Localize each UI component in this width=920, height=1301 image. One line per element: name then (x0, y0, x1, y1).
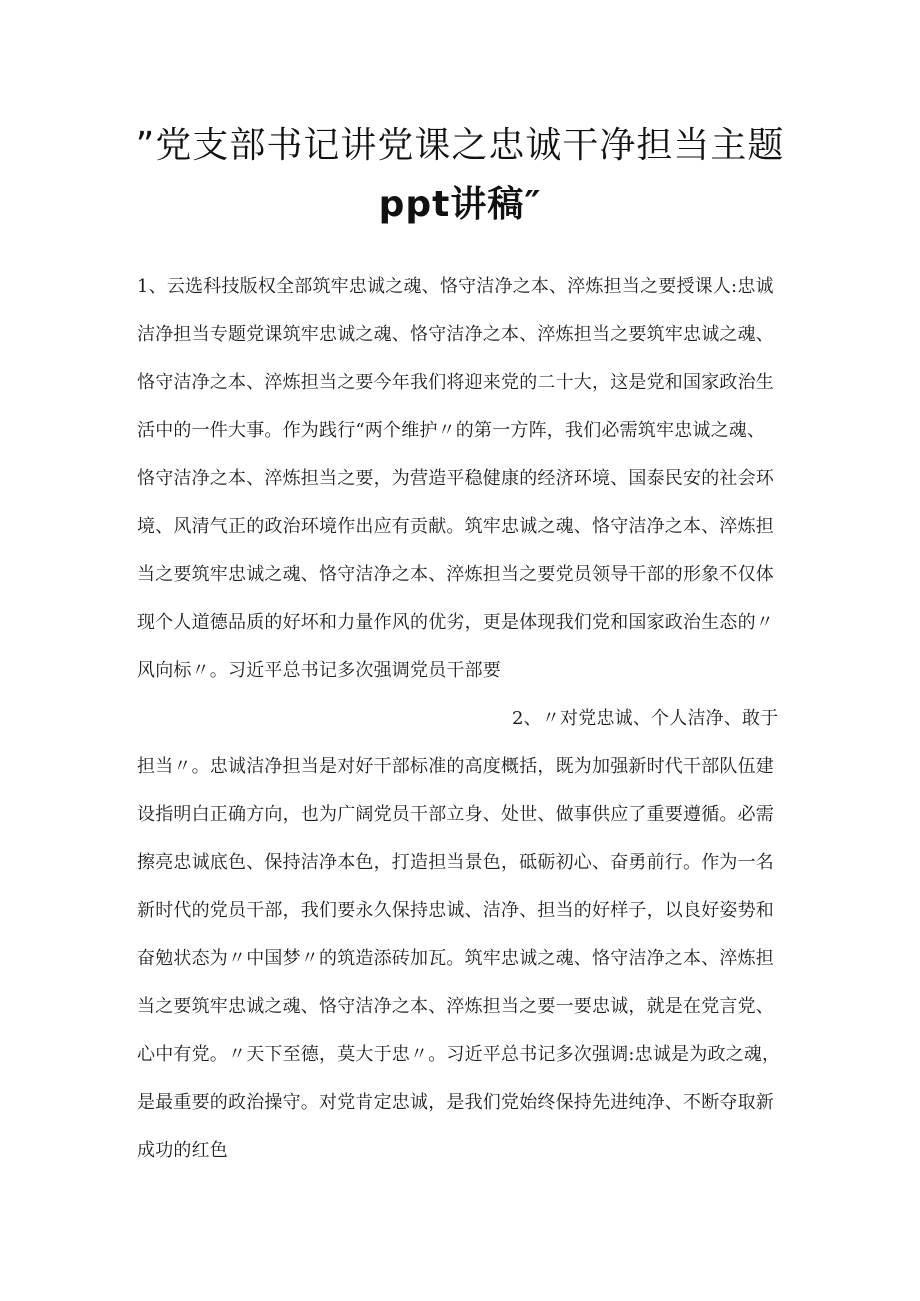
paragraph-1-line: 当之要筑牢忠诚之魂、恪守洁净之本、淬炼担当之要党员领导干部的形象不仅体 (137, 564, 774, 585)
document-title-line-2: ppt讲稿″ (378, 184, 542, 225)
paragraph-2-line: 设指明白正确方向，也为广阔党员干部立身、处世、做事供应了重要遵循。必需 (137, 804, 774, 825)
paragraph-1-line: 恪守洁净之本、淬炼担当之要今年我们将迎来党的二十大，这是党和国家政治生 (137, 372, 774, 393)
paragraph-1-line: 境、风清气正的政治环境作出应有贡献。筑牢忠诚之魂、恪守洁净之本、淬炼担 (137, 516, 774, 537)
paragraph-2-line: 新时代的党员干部，我们要永久保持忠诚、洁净、担当的好样子，以良好姿势和 (137, 900, 774, 921)
paragraph-1-line: 1、云选科技版权全部筑牢忠诚之魂、恪守洁净之本、淬炼担当之要授课人:忠诚 (137, 276, 774, 297)
document-title-line-1: ”党支部书记讲党课之忠诚干净担当主题 (135, 125, 785, 166)
paragraph-2-line: 是最重要的政治操守。对党肯定忠诚，是我们党始终保持先进纯净、不断夺取新 (137, 1092, 774, 1113)
paragraph-2-line: 担当〃。忠诚洁净担当是对好干部标准的高度概括，既为加强新时代干部队伍建 (137, 756, 774, 777)
paragraph-1-line: 风向标〃。习近平总书记多次强调党员干部要 (137, 660, 501, 681)
paragraph-2-line: 擦亮忠诚底色、保持洁净本色，打造担当景色，砥砺初心、奋勇前行。作为一名 (137, 852, 774, 873)
paragraph-1-line: 洁净担当专题党课筑牢忠诚之魂、恪守洁净之本、淬炼担当之要筑牢忠诚之魂、 (137, 324, 774, 345)
paragraph-2-line: 当之要筑牢忠诚之魂、恪守洁净之本、淬炼担当之要一要忠诚，就是在党言党、 (137, 996, 774, 1017)
paragraph-1-line: 恪守洁净之本、淬炼担当之要，为营造平稳健康的经济环境、国泰民安的社会环 (137, 468, 774, 489)
paragraph-2-line: 奋勉状态为〃中国梦〃的筑造添砖加瓦。筑牢忠诚之魂、恪守洁净之本、淬炼担 (137, 948, 774, 969)
paragraph-1-line: 活中的一件大事。作为践行“两个维护〃的第一方阵，我们必需筑牢忠诚之魂、 (137, 420, 766, 441)
paragraph-1-line: 现个人道德品质的好坏和力量作风的优劣，更是体现我们党和国家政治生态的〃 (137, 612, 774, 633)
paragraph-2-lead: 2、〃对党忠诚、个人洁净、敢于 (512, 708, 779, 729)
paragraph-2-line: 心中有党。〃天下至德，莫大于忠〃。习近平总书记多次强调:忠诚是为政之魂， (137, 1044, 781, 1065)
paragraph-2-line: 成功的红色 (137, 1140, 228, 1161)
